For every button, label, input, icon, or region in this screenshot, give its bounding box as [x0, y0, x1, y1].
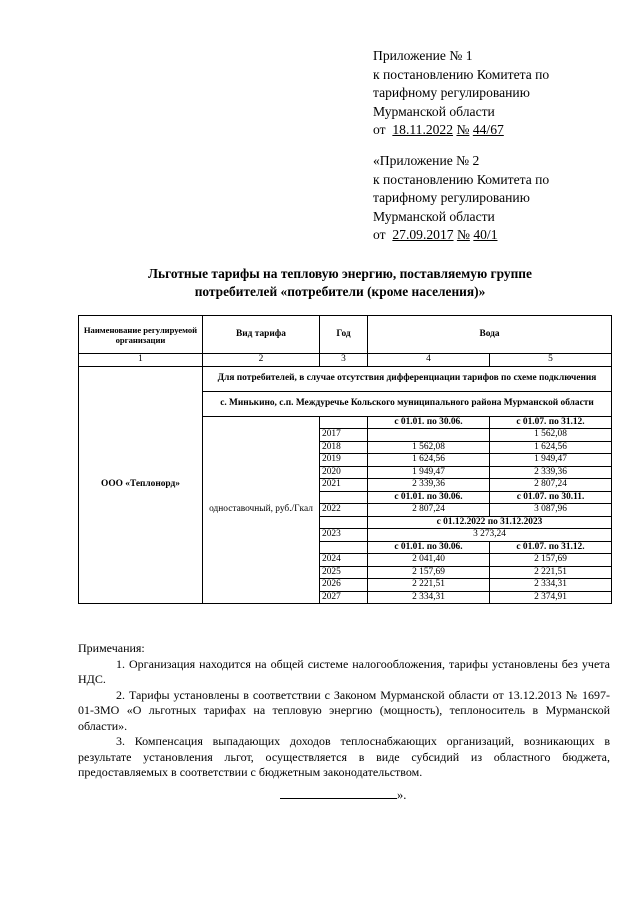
- year-cell: [320, 491, 368, 504]
- tariff-table: [78, 315, 612, 604]
- header-water: Вода: [368, 316, 612, 354]
- annex-2-line: тарифному регулированию: [373, 190, 530, 206]
- tariff-value: 2 339,36: [490, 466, 612, 479]
- tariff-value: 2 157,69: [368, 566, 490, 579]
- annex-1-header: [373, 47, 549, 140]
- year-cell: 2023: [320, 529, 368, 542]
- period-cell: с 01.01. по 30.06.: [368, 416, 490, 429]
- header-year: Год: [320, 316, 368, 354]
- annex-1-line: Мурманской области: [373, 103, 495, 119]
- tariff-value: 2 807,24: [368, 504, 490, 517]
- period-cell: с 01.12.2022 по 31.12.2023: [368, 516, 612, 529]
- year-cell: 2027: [320, 591, 368, 604]
- organization-cell: ООО «Теплонорд»: [79, 366, 203, 604]
- tariff-value: 1 949,47: [368, 466, 490, 479]
- header-org: Наименование регулируемой организации: [79, 316, 203, 354]
- header-tariff-type: Вид тарифа: [203, 316, 320, 354]
- annex-1-number: 44/67: [472, 122, 504, 138]
- col-number: 2: [203, 354, 320, 367]
- note-item: 2. Тарифы установлены в соответствии с Законом Мурманской области от 13.12.2013 № 1697-01-ЗМО «О льготных тарифах на тепловую энергию (мощность), теплоноситель в Мурманской области».: [78, 687, 610, 733]
- tariff-value: 3 273,24: [368, 529, 612, 542]
- closing-quote: ».: [397, 788, 407, 802]
- tariff-type-cell: одноставочный, руб./Гкал: [203, 416, 320, 604]
- condition-cell: Для потребителей, в случае отсутствия дифференциации тарифов по схеме подключения: [203, 366, 612, 391]
- tariff-value: 2 339,36: [368, 479, 490, 492]
- tariff-value: 1 624,56: [368, 454, 490, 467]
- year-cell: 2021: [320, 479, 368, 492]
- col-number: 3: [320, 354, 368, 367]
- annex-1-date: 18.11.2022: [392, 122, 454, 138]
- annex-1-from: от: [373, 122, 386, 138]
- tariff-value: 2 334,31: [490, 579, 612, 592]
- table-header-row: [79, 316, 612, 354]
- annex-2-date-line: [373, 226, 549, 245]
- tariff-value: 2 807,24: [490, 479, 612, 492]
- year-cell: [320, 541, 368, 554]
- tariff-value: 1 562,08: [368, 441, 490, 454]
- annex-2-header: [373, 152, 549, 245]
- year-cell: 2026: [320, 579, 368, 592]
- tariff-value: 2 221,51: [368, 579, 490, 592]
- annex-1-num-sign: №: [456, 122, 470, 138]
- tariff-value: 1 624,56: [490, 441, 612, 454]
- col-number: 5: [490, 354, 612, 367]
- note-item: 1. Организация находится на общей системе налогообложения, тарифы установлены без учета НДС.: [78, 656, 610, 686]
- column-number-row: [79, 354, 612, 367]
- note-item: 3. Компенсация выпадающих доходов теплоснабжающих организаций, возникающих в результате установления льгот, осуществляется в виде субсидий из областного бюджета, предоставляемых в соответствии с бюджетным законодательством.: [78, 734, 610, 779]
- notes-heading: Примечания:: [78, 641, 145, 655]
- annex-2-from: от: [373, 227, 386, 243]
- tariff-value: 2 374,91: [490, 591, 612, 604]
- period-cell: с 01.07. по 30.11.: [490, 491, 612, 504]
- notes-section: [78, 641, 610, 781]
- tariff-value: [368, 429, 490, 442]
- tariff-value: 1 949,47: [490, 454, 612, 467]
- annex-1-line: тарифному регулированию: [373, 85, 530, 101]
- closing-line: [280, 788, 406, 803]
- annex-2-date: 27.09.2017: [392, 227, 454, 243]
- col-number: 1: [79, 354, 203, 367]
- locality-cell: с. Минькино, с.п. Междуречье Кольского муниципального района Мурманской области: [203, 391, 612, 416]
- year-cell: 2018: [320, 441, 368, 454]
- annex-1-line: Приложение № 1: [373, 48, 473, 63]
- annex-2-num-sign: №: [456, 227, 470, 243]
- tariff-value: 2 334,31: [368, 591, 490, 604]
- document-title: [60, 265, 620, 300]
- year-cell: 2022: [320, 504, 368, 517]
- annex-1-date-line: [373, 121, 549, 140]
- annex-1-line: к постановлению Комитета по: [373, 66, 550, 82]
- col-number: 4: [368, 354, 490, 367]
- title-line-2: потребителей «потребители (кроме населения)»: [194, 283, 486, 299]
- title-line-1: Льготные тарифы на тепловую энергию, поставляемую группе: [148, 266, 532, 281]
- tariff-value: 2 041,40: [368, 554, 490, 567]
- period-cell: с 01.07. по 31.12.: [490, 416, 612, 429]
- annex-2-line: к постановлению Комитета по: [373, 171, 550, 187]
- year-cell: [320, 416, 368, 429]
- tariff-value: 1 562,08: [490, 429, 612, 442]
- tariff-value: 3 087,96: [490, 504, 612, 517]
- annex-2-line: Мурманской области: [373, 208, 495, 224]
- annex-2-line: «Приложение № 2: [373, 153, 480, 168]
- annex-2-number: 40/1: [473, 227, 498, 243]
- period-cell: с 01.01. по 30.06.: [368, 491, 490, 504]
- signature-line: [280, 788, 397, 799]
- tariff-value: 2 157,69: [490, 554, 612, 567]
- year-cell: 2025: [320, 566, 368, 579]
- period-cell: с 01.01. по 30.06.: [368, 541, 490, 554]
- period-cell: с 01.07. по 31.12.: [490, 541, 612, 554]
- year-cell: [320, 516, 368, 529]
- condition-row: [79, 366, 612, 391]
- year-cell: 2019: [320, 454, 368, 467]
- year-cell: 2020: [320, 466, 368, 479]
- year-cell: 2024: [320, 554, 368, 567]
- year-cell: 2017: [320, 429, 368, 442]
- tariff-value: 2 221,51: [490, 566, 612, 579]
